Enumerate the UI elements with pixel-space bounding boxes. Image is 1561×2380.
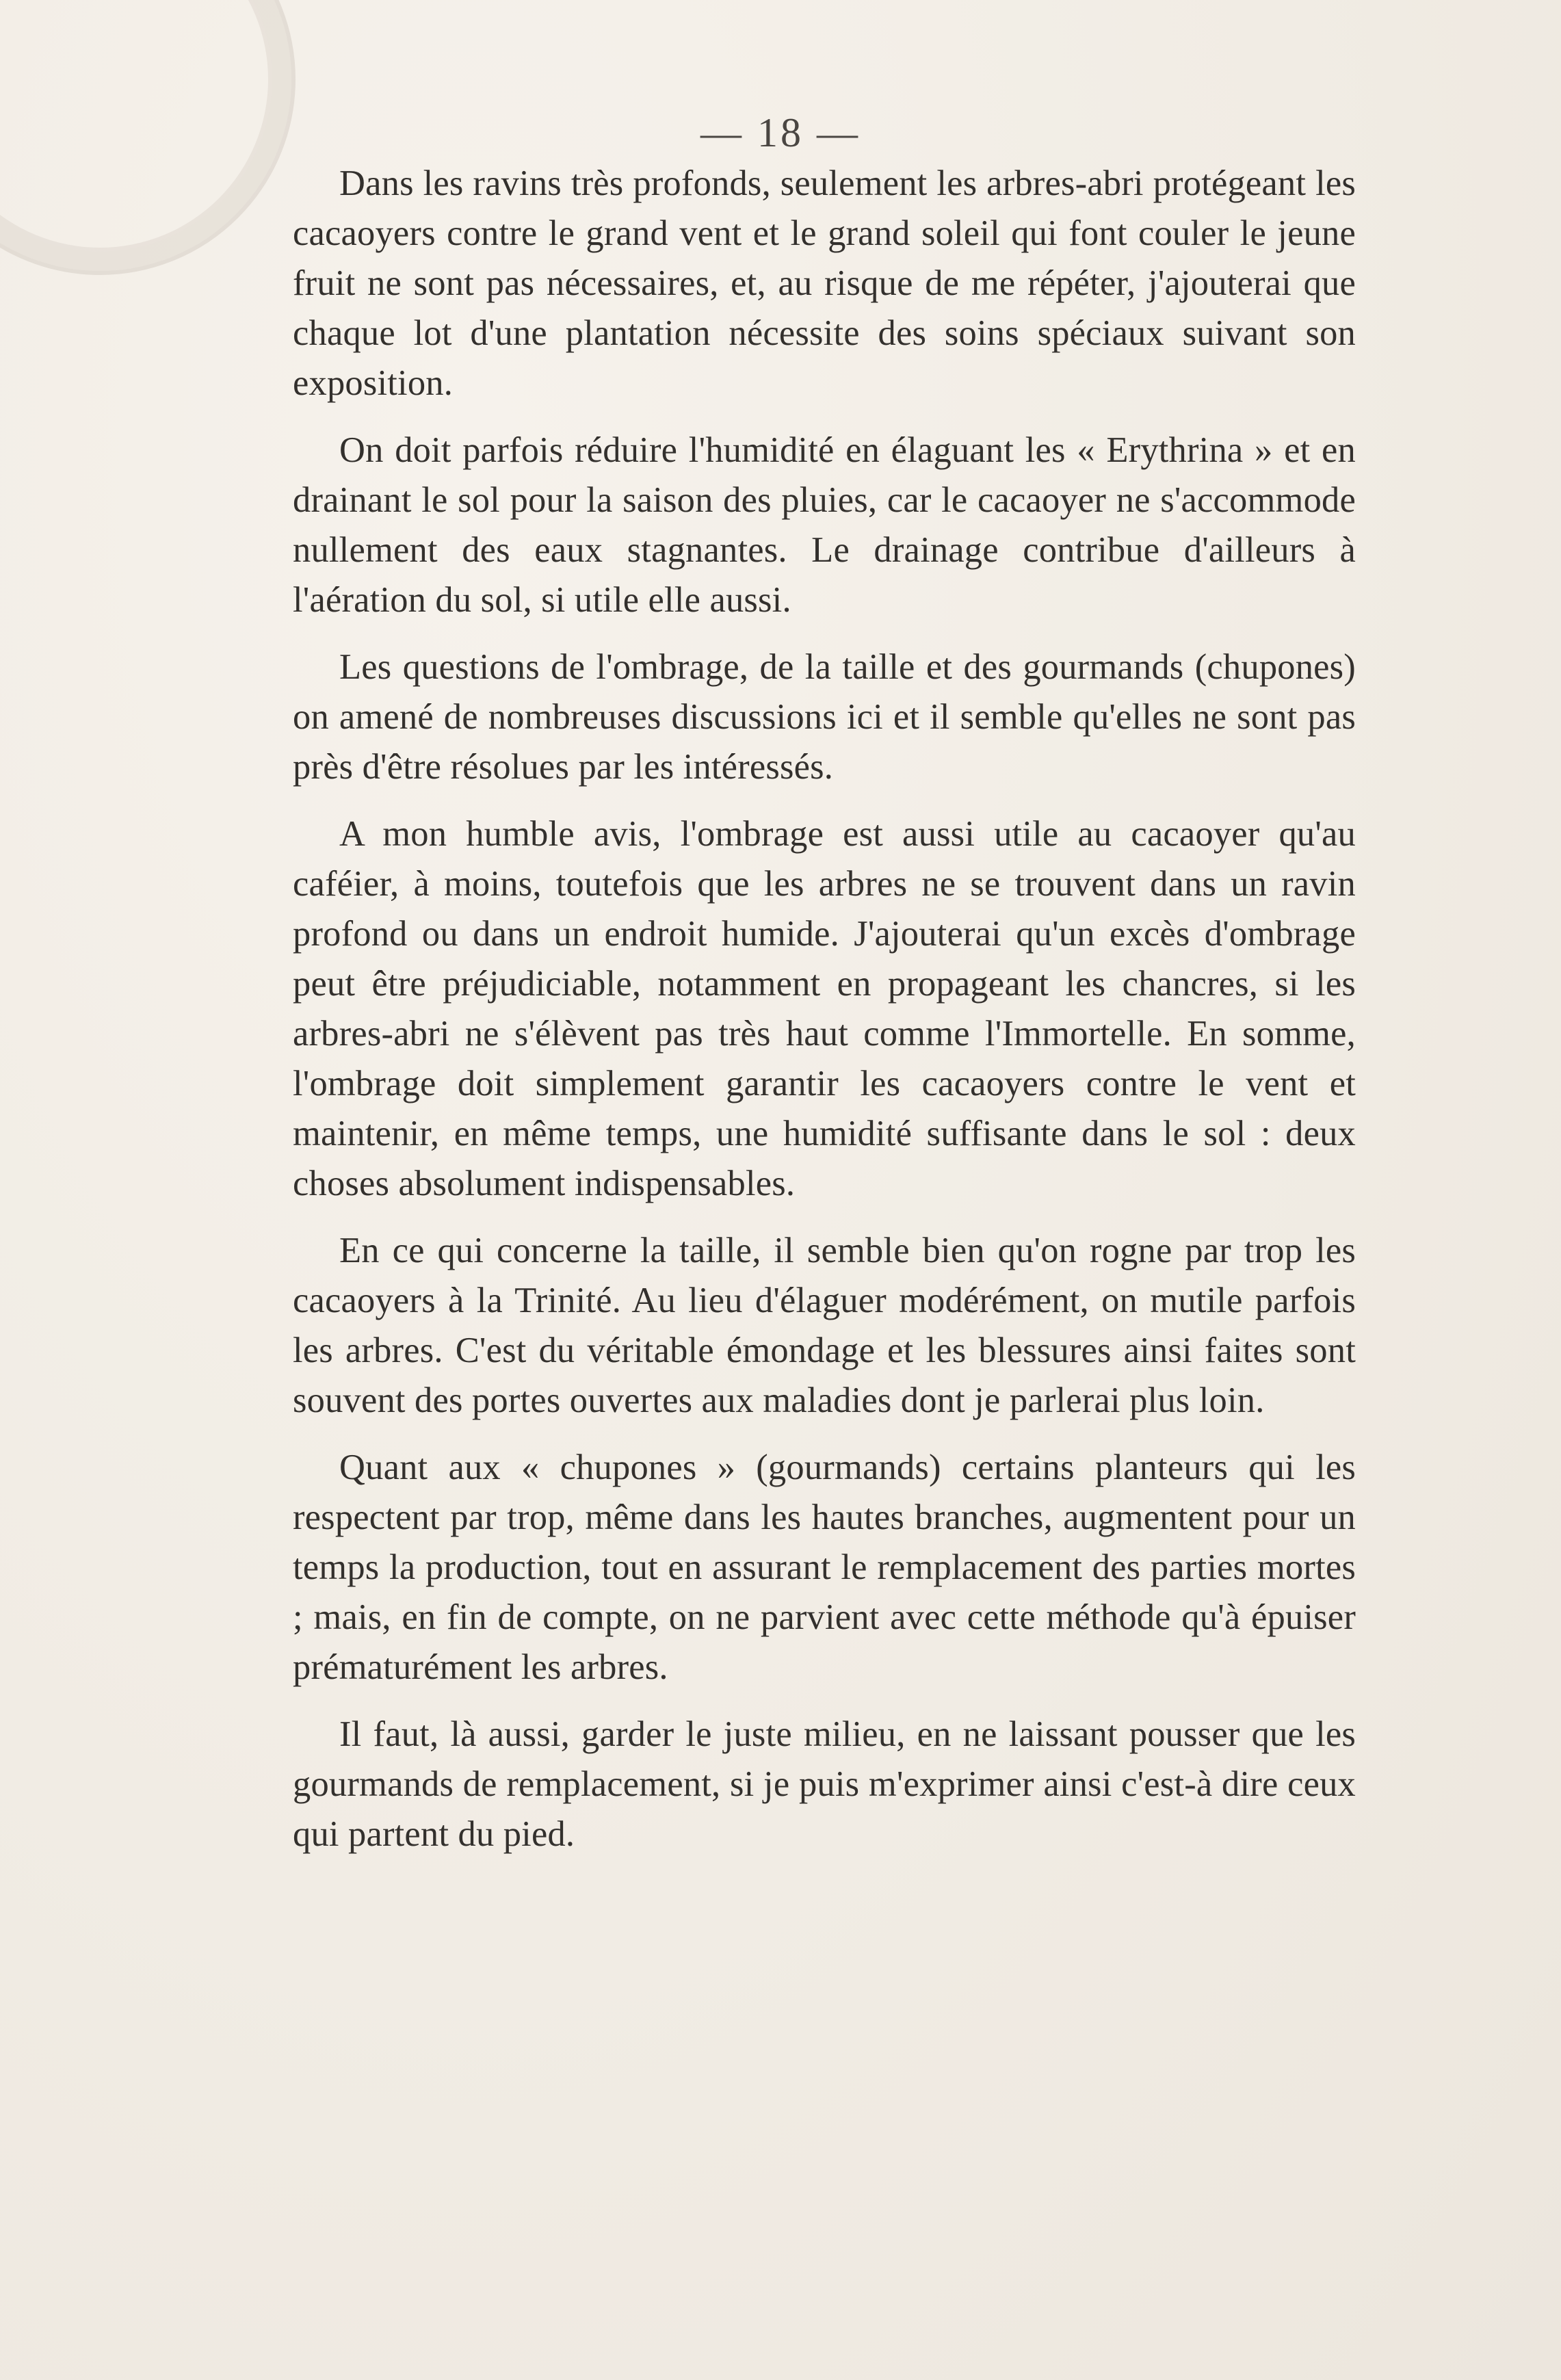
paragraph-juste-milieu: Il faut, là aussi, garder le juste milieu, en ne laissant pousser que les gourmands de remplacement, si je puis m'exprimer ainsi c'est-à dire ceux qui partent du pied. (293, 1714, 1356, 1854)
body-text (293, 159, 1356, 1876)
paragraph-humidite: On doit parfois réduire l'humidité en élaguant les « Erythrina » et en drainant le sol pour la saison des pluies, car le cacaoyer ne s'accommode nullement des eaux stagnantes. Le drainage contribue d'ailleurs à l'aération du sol, si utile elle aussi. (293, 430, 1356, 620)
paragraph-ravins: Dans les ravins très profonds, seulement les arbres-abri protégeant les cacaoyers contre le grand vent et le grand soleil qui font couler le jeune fruit ne sont pas nécessaires, et, au risque de me répéter, j'ajouterai que chaque lot d'une plantation nécessite des soins spéciaux suivant son exposition. (293, 164, 1356, 403)
page-number: — 18 — (700, 110, 861, 155)
paragraph-chupones: Quant aux « chupones » (gourmands) certains planteurs qui les respectent par trop, même dans les hautes branches, augmentent pour un temps la production, tout en assurant le remplacement des parties mortes ; mais, en fin de compte, on ne parvient avec cette méthode qu'à épuiser prématurément les arbres. (293, 1448, 1356, 1687)
paragraph-questions: Les questions de l'ombrage, de la taille et des gourmands (chupones) on amené de nombreuses discussions ici et il semble qu'elles ne sont pas près d'être résolues par les intéressés. (293, 647, 1356, 787)
paragraph-taille: En ce qui concerne la taille, il semble bien qu'on rogne par trop les cacaoyers à la Trinité. Au lieu d'élaguer modérément, on mutile parfois les arbres. C'est du véritable émondage et les blessures ainsi faites sont souvent des portes ouvertes aux maladies dont je parlerai plus loin. (293, 1231, 1356, 1420)
paragraph-ombrage: A mon humble avis, l'ombrage est aussi utile au cacaoyer qu'au caféier, à moins, toutefois que les arbres ne se trouvent dans un ravin profond ou dans un endroit humide. J'ajouterai qu'un excès d'ombrage peut être préjudiciable, notamment en propageant les chancres, si les arbres-abri ne s'élèvent pas très haut comme l'Immortelle. En somme, l'ombrage doit simplement garantir les cacaoyers contre le vent et maintenir, en même temps, une humidité suffisante dans le sol : deux choses absolument indispensables. (293, 814, 1356, 1203)
